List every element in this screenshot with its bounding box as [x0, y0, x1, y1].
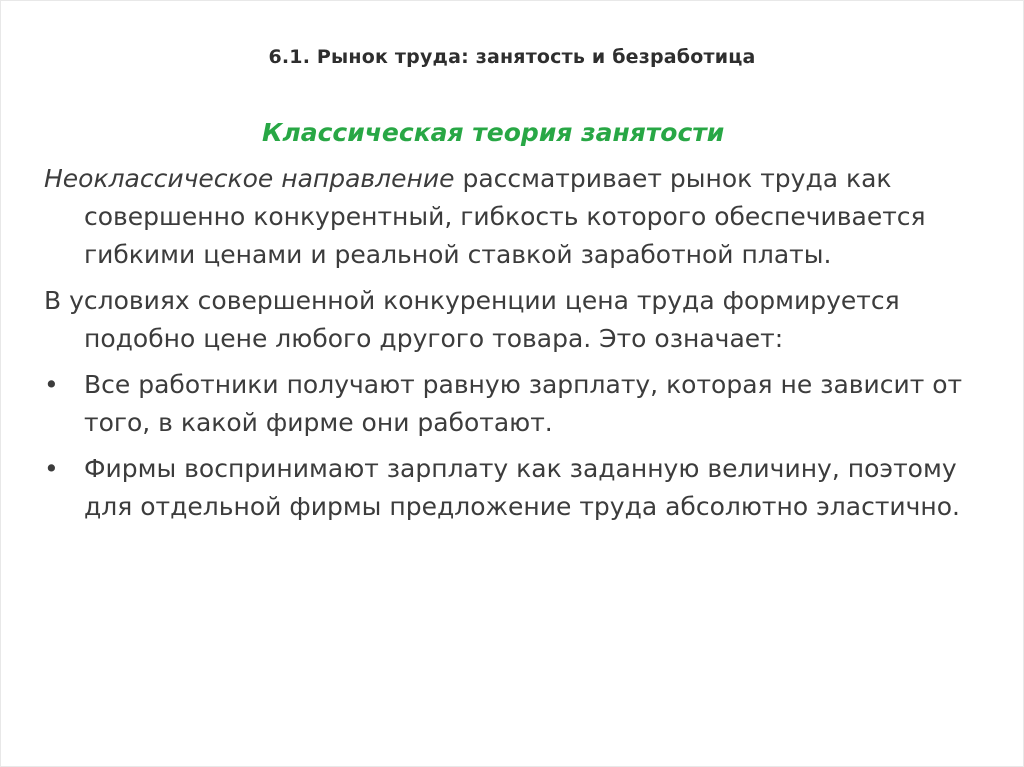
paragraph-perfect-competition: В условиях совершенной конкуренции цена труда формируется подобно цене любого другого товара. Это означает:	[44, 286, 900, 353]
bullet-icon: •	[44, 454, 59, 483]
bullet-text: Фирмы воспринимают зарплату как заданную величину, поэтому для отдельной фирмы предложение труда абсолютно эластично.	[84, 454, 961, 521]
paragraph-lead-italic: Неоклассическое направление	[44, 164, 455, 193]
bullet-icon: •	[44, 370, 59, 399]
slide-body	[44, 160, 984, 526]
slide-subtitle: Классическая теория занятости	[262, 118, 725, 147]
paragraph-neoclassical	[44, 160, 984, 274]
list-item	[44, 450, 984, 526]
list-item	[44, 366, 984, 442]
slide-title: 6.1. Рынок труда: занятость и безработица	[268, 46, 756, 68]
paragraph-rest: рассматривает рынок труда как совершенно конкурентный, гибкость которого обеспечивается гибкими ценами и реальной ставкой заработной платы.	[84, 164, 926, 269]
bullet-list	[44, 366, 984, 526]
bullet-text: Все работники получают равную зарплату, которая не зависит от того, в какой фирме они работают.	[84, 370, 963, 437]
